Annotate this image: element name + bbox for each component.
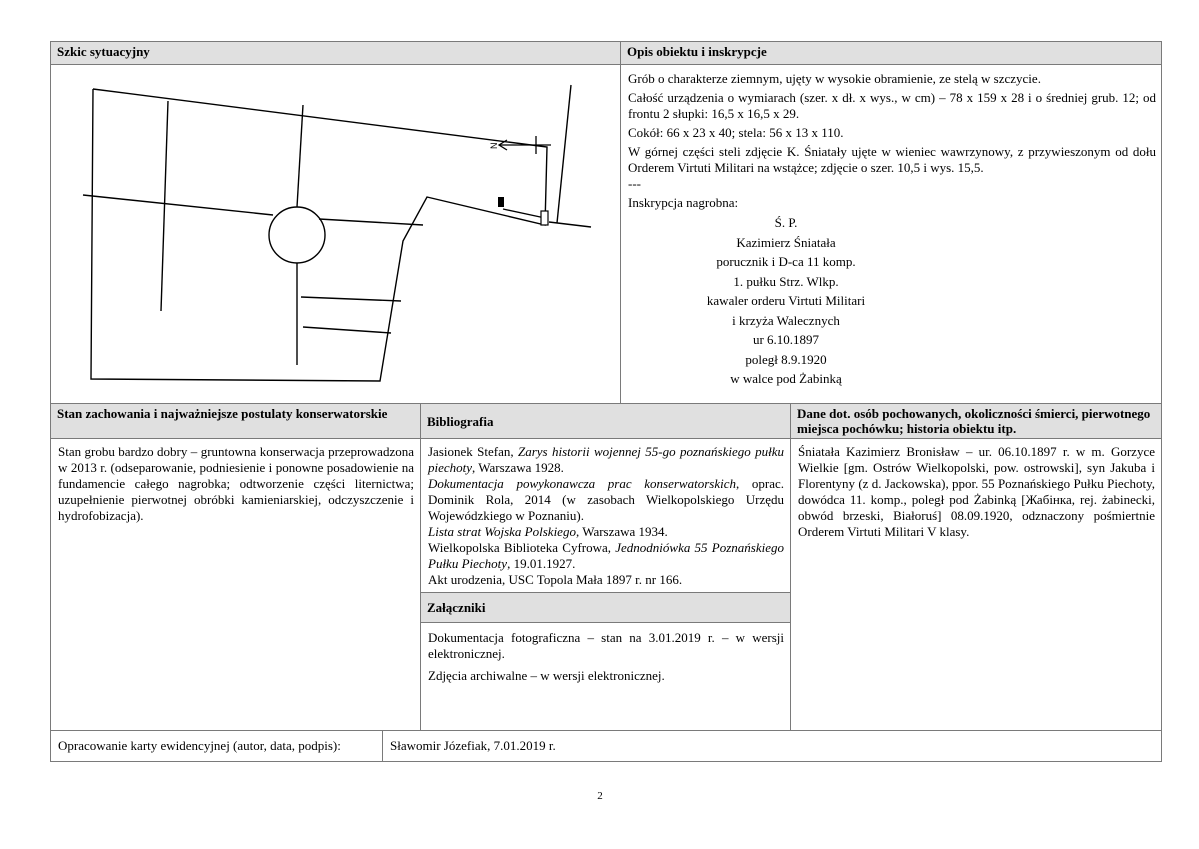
sketch-path bbox=[301, 297, 401, 301]
bibliography-entry: Wielkopolska Biblioteka Cyfrowa, Jednodniówka 55 Poznańskiego Pułku Piechoty, 19.01.1927. bbox=[428, 540, 784, 571]
page-number: 2 bbox=[597, 790, 603, 802]
bibliography-entry: Akt urodzenia, USC Topola Mała 1897 r. nr 166. bbox=[428, 572, 683, 587]
condition-text: Stan grobu bardzo dobry – gruntowna konserwacja przeprowadzona w 2013 r. (odseparowanie, podniesienie i ponowne posadowienie na fundamencie całego nagrobka; odtworzenie części liternictwa; uzupełnienie pierwotnej obróbki kamieniarskiej, odczyszczenie i hydrofobizacja). bbox=[58, 444, 414, 523]
attachment-item: Dokumentacja fotograficzna – stan na 3.01.2019 r. – w wersji elektronicznej. bbox=[428, 630, 784, 661]
inscription-line: 1. pułku Strz. Wlkp. bbox=[733, 273, 839, 289]
sketch-roundabout bbox=[269, 207, 325, 263]
bibliography-cell bbox=[420, 438, 791, 593]
sketch-path bbox=[83, 195, 273, 215]
description-paragraph: Całość urządzenia o wymiarach (szer. x dł. x wys., w cm) – 78 x 159 x 28 i o średniej grub. 12; od frontu 2 słupki: 16,5 x 16,5 x 29. bbox=[628, 90, 1156, 121]
north-arrow bbox=[499, 136, 551, 154]
bibliography-list bbox=[428, 444, 784, 588]
inscription-line: poległ 8.9.1920 bbox=[745, 351, 827, 367]
description-paragraph: Cokół: 66 x 23 x 40; stela: 56 x 13 x 110. bbox=[628, 125, 844, 140]
sketch-path bbox=[297, 105, 303, 207]
bibliography-entry: Lista strat Wojska Polskiego, Warszawa 1934. bbox=[428, 524, 668, 539]
description-header: Opis obiektu i inskrypcje bbox=[620, 41, 1162, 65]
footer-label-cell bbox=[50, 730, 383, 762]
inscription-line: Ś. P. bbox=[774, 215, 798, 230]
inscription-line: porucznik i D-ca 11 komp. bbox=[716, 254, 856, 269]
description-paragraph: W górnej części steli zdjęcie K. Śniatały ujęte w wieniec wawrzynowy, z przywieszonym od dołu Orderem Virtuti Militari na wstążce; zdjęcie o szer. 10,5 i wys. 15,5. bbox=[628, 144, 1156, 175]
attachments-header: Załączniki bbox=[420, 592, 791, 623]
north-label: N bbox=[489, 142, 499, 149]
description-paragraph: Grób o charakterze ziemnym, ujęty w wysokie obramienie, ze stelą w szczycie. bbox=[628, 71, 1041, 86]
inscription-text bbox=[621, 213, 951, 389]
description-cell bbox=[620, 64, 1162, 404]
footer-value-cell bbox=[382, 730, 1162, 762]
sketch-path bbox=[303, 327, 391, 333]
attachment-item: Zdjęcia archiwalne – w wersji elektronicznej. bbox=[428, 668, 665, 683]
inscription-line: Kazimierz Śniatała bbox=[736, 234, 836, 250]
inscription-line: w walce pod Żabinką bbox=[730, 371, 842, 386]
footer-label: Opracowanie karty ewidencyjnej (autor, data, podpis): bbox=[58, 738, 341, 753]
inscription-label: Inskrypcja nagrobna: bbox=[628, 195, 739, 210]
inscription-line: ur 6.10.1897 bbox=[752, 332, 820, 347]
persons-header: Dane dot. osób pochowanych, okoliczności śmierci, pierwotnego miejsca pochówku; historia obiektu itp. bbox=[790, 403, 1162, 439]
sketch-path bbox=[161, 101, 168, 311]
sketch-road bbox=[557, 85, 571, 223]
inscription-line: kawaler orderu Virtuti Militari bbox=[706, 293, 866, 308]
description-separator: --- bbox=[628, 176, 641, 191]
sketch-road bbox=[549, 222, 591, 227]
description-paragraphs bbox=[628, 71, 1156, 214]
attachments-cell bbox=[420, 622, 791, 731]
bibliography-entry: Dokumentacja powykonawcza prac konserwatorskich, oprac. Dominik Rola, 2014 (w zasobach Wielkopolskiego Urzędu Wojewódzkiego w Poznaniu). bbox=[428, 476, 784, 523]
condition-header: Stan zachowania i najważniejsze postulaty konserwatorskie bbox=[50, 403, 421, 439]
sketch-header: Szkic sytuacyjny bbox=[50, 41, 621, 65]
persons-cell bbox=[790, 438, 1162, 731]
footer-value: Sławomir Józefiak, 7.01.2019 r. bbox=[390, 738, 556, 753]
gate-marker bbox=[541, 211, 548, 225]
grave-marker bbox=[498, 197, 504, 207]
condition-cell bbox=[50, 438, 421, 731]
persons-text: Śniatała Kazimierz Bronisław – ur. 06.10.1897 r. w m. Gorzyce Wielkie [gm. Ostrów Wielkopolski, pow. ostrowski], syn Jakuba i Florentyny (z d. Jackowska), ppor. 55 Poznańskiego Pułku Piechoty, dowódca 11. komp., poległ pod Żabinką [Жабінка, rej. żabinecki, obwód brzeski, Białoruś] 08.09.1920, odznaczony pośmiertnie Orderem Virtuti Militari V klasy. bbox=[798, 444, 1155, 539]
sketch-cell bbox=[50, 64, 621, 404]
inscription-line: i krzyża Walecznych bbox=[732, 312, 840, 328]
situation-sketch bbox=[51, 65, 620, 403]
bibliography-entry: Jasionek Stefan, Zarys historii wojennej 55-go poznańskiego pułku piechoty, Warszawa 1928. bbox=[428, 444, 784, 475]
sketch-plot-outline bbox=[91, 89, 547, 381]
bibliography-header: Bibliografia bbox=[420, 403, 791, 439]
sketch-path bbox=[319, 219, 423, 225]
